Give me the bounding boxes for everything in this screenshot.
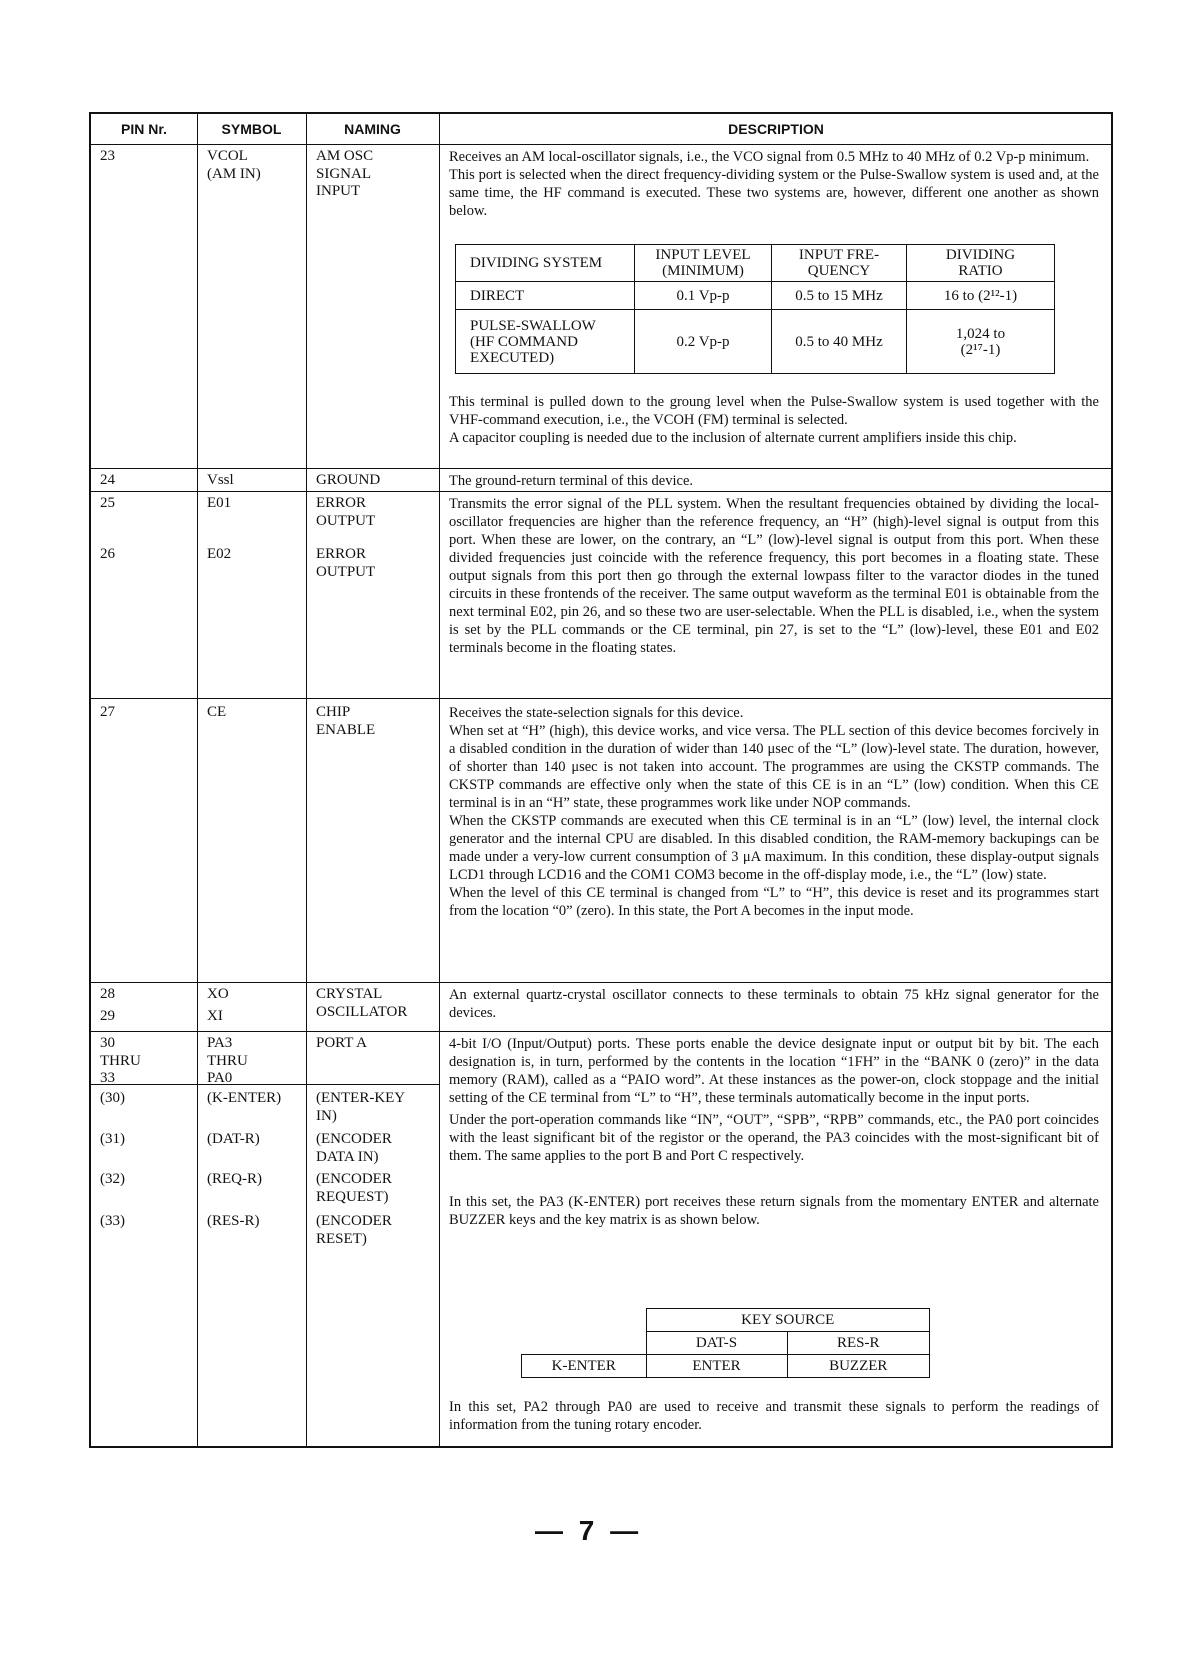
dividing-system-table <box>455 244 1055 374</box>
pin-28: 28 <box>100 986 115 1002</box>
naming-crystal-oscillator: CRYSTAL OSCILLATOR <box>316 986 408 1020</box>
cell: DIVIDING RATIO <box>907 245 1055 282</box>
pin-30-33: 30 THRU 33 <box>100 1035 141 1086</box>
row-rule <box>91 982 1111 983</box>
symbol-ce: CE <box>207 704 227 720</box>
naming-am-osc: AM OSC SIGNAL INPUT <box>316 148 374 199</box>
cell: 16 to (2¹²-1) <box>907 282 1055 310</box>
sub-symbol: (RES-R) <box>207 1213 260 1229</box>
sub-pin: (30) <box>100 1090 125 1106</box>
row-rule <box>91 468 1111 469</box>
sub-naming: (ENTER-KEY IN) <box>316 1090 406 1124</box>
pin-26: 26 <box>100 546 115 562</box>
key-value: BUZZER <box>787 1355 930 1378</box>
cell: INPUT FRE- QUENCY <box>772 245 907 282</box>
sub-naming: (ENCODER RESET) <box>316 1213 392 1247</box>
key-col: DAT-S <box>646 1332 787 1355</box>
row-rule <box>91 1084 439 1085</box>
symbol-pa3-pa0: PA3 THRU PA0 <box>207 1035 248 1086</box>
sub-symbol: (K-ENTER) <box>207 1090 282 1106</box>
header-description: DESCRIPTION <box>728 121 824 137</box>
sub-pin: (32) <box>100 1171 125 1187</box>
description-text: Receives an AM local-oscillator signals, i.e., the VCO signal from 0.5 MHz to 40 MHz of 0.2 Vp-p minimum. <box>449 149 1090 165</box>
page-number: — 7 — <box>535 1515 643 1546</box>
pin-24: 24 <box>100 472 115 488</box>
sub-naming: (ENCODER REQUEST) <box>316 1171 392 1205</box>
pin-29: 29 <box>100 1008 115 1024</box>
cell: 0.1 Vp-p <box>635 282 772 310</box>
pin-27: 27 <box>100 704 115 720</box>
naming-error-output: ERROR OUTPUT <box>316 546 376 580</box>
description-text: This terminal is pulled down to the groung level when the Pulse-Swallow system is used together with the VHF-command execution, i.e., the VCOH (FM) terminal is selected. <box>449 394 1099 428</box>
description-23 <box>449 148 1099 220</box>
symbol-xi: XI <box>207 1008 223 1024</box>
cell: 0.5 to 40 MHz <box>772 310 907 374</box>
symbol-e02: E02 <box>207 546 232 562</box>
pin-25: 25 <box>100 495 115 511</box>
row-rule <box>91 144 1111 145</box>
symbol-e01: E01 <box>207 495 232 511</box>
empty-cell <box>522 1332 647 1355</box>
pin-23: 23 <box>100 148 115 164</box>
naming-ground: GROUND <box>316 472 381 488</box>
description-text: A capacitor coupling is needed due to the inclusion of alternate current amplifiers inside this chip. <box>449 430 1017 446</box>
sub-symbol: (REQ-R) <box>207 1171 262 1187</box>
sub-naming: (ENCODER DATA IN) <box>316 1131 392 1165</box>
sub-pin: (33) <box>100 1213 125 1229</box>
row-rule <box>91 491 1111 492</box>
cell: DIVIDING SYSTEM <box>456 245 635 282</box>
symbol-xo: XO <box>207 986 229 1002</box>
key-col: RES-R <box>787 1332 930 1355</box>
cell: 1,024 to (2¹⁷-1) <box>907 310 1055 374</box>
sub-pin: (31) <box>100 1131 125 1147</box>
pin-description-table <box>89 112 1113 1448</box>
description-text: When the CKSTP commands are executed when this CE terminal is in an “L” (low) level, the internal clock generator and the internal CPU are disabled. In this disabled condition, the RAM-memory backupings can be made under a very-low current consumption of 3 μA maximum. In this condition, these display-output signals LCD1 through LCD16 and the COM1 COM3 become in the off-display mode, i.e., the “L” (low) state. <box>449 813 1099 883</box>
column-rule <box>306 114 307 1446</box>
description-text: Under the port-operation commands like “IN”, “OUT”, “SPB”, “RPB” commands, etc., the PA0 port coincides with the least significant bit of the registor or the operand, the PA3 coincides with the most-significant bit of them. The same applies to the port B and Port C respectively. <box>449 1112 1099 1164</box>
naming-chip-enable: CHIP ENABLE <box>316 704 376 738</box>
row-rule <box>91 1031 1111 1032</box>
description-30-encoder: In this set, PA2 through PA0 are used to receive and transmit these signals to perform the readings of information from the tuning rotary encoder. <box>449 1399 1099 1433</box>
naming-port-a: PORT A <box>316 1035 367 1051</box>
symbol-vssl: Vssl <box>207 472 234 488</box>
cell: 0.5 to 15 MHz <box>772 282 907 310</box>
header-naming: NAMING <box>344 121 401 137</box>
description-text: In this set, the PA3 (K-ENTER) port receives these return signals from the momentary ENTER and alternate BUZZER keys and the key matrix is as shown below. <box>449 1194 1099 1228</box>
header-symbol: SYMBOL <box>221 121 282 137</box>
description-28: An external quartz-crystal oscillator connects to these terminals to obtain 75 kHz signal generator for the devices. <box>449 987 1099 1021</box>
column-rule <box>197 114 198 1446</box>
description-30 <box>449 1035 1099 1229</box>
empty-cell <box>522 1309 647 1332</box>
description-25: Transmits the error signal of the PLL system. When the resultant frequencies obtained by dividing the local-oscillator frequencies are higher than the reference frequency, an “H” (high)-level signal is output from this port. When these are lower, on the contrary, an “L” (low)-level signal is output from this port. When these divided frequencies just coincide with the reference frequency, this port becomes in a floating state. These output signals from this port then go through the external lowpass filter to the varactor diodes in the tuned circuits in these frontends of the receiver. The same output waveform as the terminal E01 is obtainable from the next terminal E02, pin 26, and so these two are user-selectable. When the PLL is disabled, i.e., when the system is set by the PLL commands or the CE terminal, pin 27, is set to the “L” (low)-level, these E01 and E02 terminals become in the floating states. <box>449 496 1099 656</box>
description-text: When the level of this CE terminal is changed from “L” to “H”, this device is reset and its programmes start from the location “0” (zero). In this state, the Port A becomes in the input mode. <box>449 885 1099 919</box>
cell: DIRECT <box>456 282 635 310</box>
column-rule <box>439 114 440 1446</box>
description-23-notes <box>449 393 1099 447</box>
row-rule <box>91 698 1111 699</box>
cell: INPUT LEVEL (MINIMUM) <box>635 245 772 282</box>
key-source-table <box>521 1308 930 1378</box>
description-text: This port is selected when the direct frequency-dividing system or the Pulse-Swallow system is used and, at the same time, the HF command is executed. These two systems are, however, different one another as shown below. <box>449 167 1099 219</box>
description-27 <box>449 704 1099 920</box>
key-row: K-ENTER <box>522 1355 647 1378</box>
key-source-title: KEY SOURCE <box>646 1309 930 1332</box>
symbol-vcol: VCOL (AM IN) <box>207 148 261 182</box>
cell: PULSE-SWALLOW (HF COMMAND EXECUTED) <box>456 310 635 374</box>
naming-error-output: ERROR OUTPUT <box>316 495 376 529</box>
header-pin: PIN Nr. <box>121 121 167 137</box>
sub-symbol: (DAT-R) <box>207 1131 260 1147</box>
key-value: ENTER <box>646 1355 787 1378</box>
description-24: The ground-return terminal of this device. <box>449 473 694 489</box>
description-text: 4-bit I/O (Input/Output) ports. These ports enable the device designate input or output bit by bit. The each designation is, in turn, performed by the contents in the location “1FH” in the “BANK 0 (zero)” in the data memory (RAM), called as a “PAIO word”. At these instances as the power-on, clock stoppage and the initial setting of the CE terminal from “L” to “H”, these terminals automatically become in the input ports. <box>449 1036 1099 1106</box>
cell: 0.2 Vp-p <box>635 310 772 374</box>
description-text: When set at “H” (high), this device works, and vice versa. The PLL section of this device becomes forcively in a disabled condition in the duration of wider than 140 μsec of the “L” (low)-level state. The duration, however, of shorter than 140 μsec is not taken into account. The programmes are using the CKSTP commands. The CKSTP commands are effective only when the state of this CE is in an “L” (low) condition. When this CE terminal is in an “H” state, these programmes work like under NOP commands. <box>449 723 1099 811</box>
description-text: Receives the state-selection signals for this device. <box>449 705 744 721</box>
